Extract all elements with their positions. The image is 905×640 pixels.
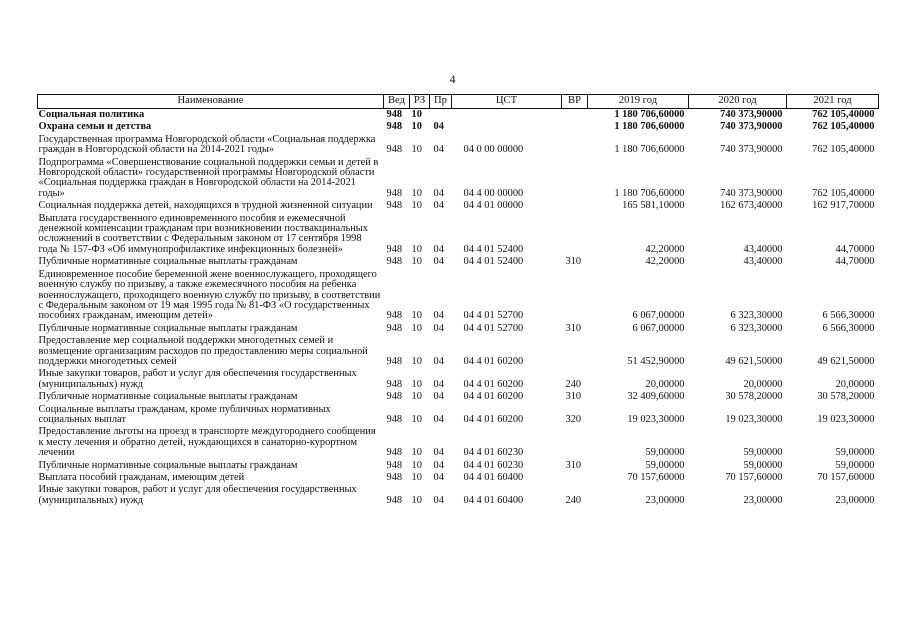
row-name: Иные закупки товаров, работ и услуг для обеспечения государственных (муниципальных) нужд xyxy=(38,484,357,506)
row-2020: 740 373,90000 xyxy=(720,109,783,120)
table-row xyxy=(38,134,879,157)
row-name: Иные закупки товаров, работ и услуг для обеспечения государственных (муниципальных) нужд xyxy=(38,368,357,390)
row-cst: 04 4 00 00000 xyxy=(463,187,524,199)
row-2019: 1 180 706,60000 xyxy=(614,121,685,133)
row-2021: 162 917,70000 xyxy=(812,200,875,212)
row-vr: 310 xyxy=(565,391,582,403)
row-2021: 6 566,30000 xyxy=(822,310,875,322)
row-name: Публичные нормативные социальные выплаты гражданам xyxy=(38,391,298,403)
row-2019: 1 180 706,60000 xyxy=(614,144,685,156)
row-rz: 10 xyxy=(411,494,422,506)
row-rz: 10 xyxy=(411,447,422,459)
table-row xyxy=(38,460,879,472)
header-2020: 2020 год xyxy=(689,95,787,109)
row-ved: 948 xyxy=(386,144,403,156)
header-2021: 2021 год xyxy=(787,95,879,109)
header-ved: Вед xyxy=(384,95,410,109)
row-name: Предоставление льготы на проезд в транспорте междугороднего сообщения к месту лечения и обратно детей, нуждающихся в санаторно-курортном лечении xyxy=(38,426,376,459)
row-name: Охрана семьи и детства xyxy=(38,121,152,133)
row-pr: 04 xyxy=(433,494,444,506)
row-name: Публичные нормативные социальные выплаты гражданам xyxy=(38,256,298,268)
row-2020: 59,00000 xyxy=(743,459,783,471)
row-vr xyxy=(562,121,588,133)
row-vr: 240 xyxy=(565,378,582,390)
row-cst: 04 4 01 60400 xyxy=(463,494,524,506)
row-name: Социальные выплаты гражданам, кроме публичных нормативных социальных выплат xyxy=(38,403,331,425)
row-2019: 165 581,10000 xyxy=(622,200,685,212)
budget-table xyxy=(37,94,879,507)
row-2021: 59,00000 xyxy=(835,459,875,471)
row-2019: 42,20000 xyxy=(645,256,685,268)
row-ved: 948 xyxy=(386,413,403,425)
row-2020: 30 578,20000 xyxy=(725,391,783,403)
row-vr: 310 xyxy=(565,322,582,334)
row-rz: 10 xyxy=(411,256,422,268)
header-pr: Пр xyxy=(430,95,452,109)
row-2020: 740 373,90000 xyxy=(720,144,783,156)
row-2019: 23,00000 xyxy=(645,494,685,506)
row-2019: 19 023,30000 xyxy=(627,413,685,425)
row-2021: 6 566,30000 xyxy=(822,322,875,334)
row-2019: 20,00000 xyxy=(645,378,685,390)
row-name: Государственная программа Новгородской области «Социальная поддержка граждан в Новгородской области на 2014-2021 годы» xyxy=(38,133,376,156)
row-2021: 20,00000 xyxy=(835,378,875,390)
row-ved: 948 xyxy=(386,200,403,212)
row-2019: 1 180 706,60000 xyxy=(614,187,685,199)
table-header xyxy=(38,95,879,109)
header-cst: ЦСТ xyxy=(452,95,562,109)
row-vr: 310 xyxy=(565,256,582,268)
row-vr xyxy=(562,157,588,201)
row-pr: 04 xyxy=(433,256,444,268)
row-2019: 59,00000 xyxy=(645,459,685,471)
row-name: Социальная поддержка детей, находящихся в трудной жизненной ситуации xyxy=(38,200,373,212)
row-ved: 948 xyxy=(386,447,403,459)
row-vr xyxy=(562,109,588,122)
header-rz: РЗ xyxy=(410,95,430,109)
table-row xyxy=(38,109,879,122)
row-pr: 04 xyxy=(433,459,444,471)
row-ved: 948 xyxy=(386,109,403,120)
row-2020: 740 373,90000 xyxy=(720,121,783,133)
row-vr xyxy=(562,472,588,484)
row-rz: 10 xyxy=(411,322,422,334)
row-2021: 19 023,30000 xyxy=(817,413,875,425)
row-cst: 04 4 01 60200 xyxy=(463,391,524,403)
row-pr: 04 xyxy=(433,200,444,212)
row-pr: 04 xyxy=(433,378,444,390)
row-cst: 04 4 01 60200 xyxy=(463,378,524,390)
row-ved: 948 xyxy=(386,310,403,322)
row-cst: 04 4 01 52400 xyxy=(463,243,524,255)
table-row xyxy=(38,200,879,212)
row-name: Выплата государственного единовременного пособия и ежемесячной денежной компенсации гражданам при возникновении поствакцинальных осложнений в соответствии с Федеральным законом от 17 сентября 1998 года № 157-ФЗ «Об иммунопрофилактике инфекционных болезней» xyxy=(38,212,368,255)
row-ved: 948 xyxy=(386,472,403,483)
table-row xyxy=(38,472,879,484)
row-pr: 04 xyxy=(433,310,444,322)
row-pr: 04 xyxy=(433,243,444,255)
row-name: Публичные нормативные социальные выплаты гражданам xyxy=(38,459,298,471)
table-row xyxy=(38,213,879,257)
row-2021: 23,00000 xyxy=(835,494,875,506)
row-2021: 59,00000 xyxy=(835,447,875,459)
row-2021: 49 621,50000 xyxy=(817,355,875,367)
row-cst: 04 4 01 52700 xyxy=(463,310,524,322)
row-2021: 762 105,40000 xyxy=(812,144,875,156)
row-rz: 10 xyxy=(411,472,422,483)
row-rz: 10 xyxy=(411,187,422,199)
row-name: Единовременное пособие беременной жене военнослужащего, проходящего военную службу по призыву, а также ежемесячного пособия на ребенка военнослужащего, проходящего военную службу по призыву, в соответствии с Федеральным законом от 19 мая 1995 года № 81-ФЗ «О государственных пособиях гражданам, имеющим детей» xyxy=(38,268,381,322)
row-pr: 04 xyxy=(433,472,444,483)
row-vr: 310 xyxy=(565,459,582,471)
row-cst xyxy=(452,121,562,133)
row-2021: 70 157,60000 xyxy=(817,472,875,483)
row-cst: 04 4 01 52400 xyxy=(463,256,524,268)
row-name: Выплата пособий гражданам, имеющим детей xyxy=(38,472,245,483)
table-row xyxy=(38,368,879,391)
row-ved: 948 xyxy=(386,494,403,506)
row-2019: 6 067,00000 xyxy=(632,322,685,334)
table-row xyxy=(38,269,879,323)
row-rz: 10 xyxy=(411,200,422,212)
row-2020: 6 323,30000 xyxy=(730,310,783,322)
row-2020: 49 621,50000 xyxy=(725,355,783,367)
row-2020: 70 157,60000 xyxy=(725,472,783,483)
row-2021: 30 578,20000 xyxy=(817,391,875,403)
row-ved: 948 xyxy=(386,391,403,403)
table-row xyxy=(38,256,879,268)
table-row xyxy=(38,121,879,133)
header-name: Наименование xyxy=(38,95,384,109)
table-row xyxy=(38,323,879,335)
row-cst: 04 4 01 60200 xyxy=(463,355,524,367)
row-pr: 04 xyxy=(433,355,444,367)
row-vr xyxy=(562,269,588,323)
row-pr: 04 xyxy=(433,121,444,133)
row-ved: 948 xyxy=(386,378,403,390)
page-number: 4 xyxy=(449,72,456,86)
row-2021: 44,70000 xyxy=(835,243,875,255)
row-2020: 59,00000 xyxy=(743,447,783,459)
row-vr xyxy=(562,200,588,212)
table-row xyxy=(38,426,879,459)
row-vr xyxy=(562,335,588,368)
row-2021: 762 105,40000 xyxy=(812,109,875,120)
row-rz: 10 xyxy=(411,144,422,156)
row-2020: 43,40000 xyxy=(743,256,783,268)
row-name: Предоставление мер социальной поддержки многодетных семей и возмещение организациям расходов по предоставлению меры социальной поддержки многодетных семей xyxy=(38,335,368,367)
header-row xyxy=(38,95,879,109)
row-2020: 162 673,40000 xyxy=(720,200,783,212)
row-2019: 1 180 706,60000 xyxy=(614,109,685,120)
row-ved: 948 xyxy=(386,187,403,199)
row-cst: 04 4 01 60200 xyxy=(463,413,524,425)
table-row xyxy=(38,335,879,368)
row-pr: 04 xyxy=(433,322,444,334)
row-pr: 04 xyxy=(433,447,444,459)
row-rz: 10 xyxy=(411,391,422,403)
row-rz: 10 xyxy=(411,355,422,367)
row-pr: 04 xyxy=(433,413,444,425)
table-body xyxy=(38,109,879,508)
row-ved: 948 xyxy=(386,322,403,334)
row-pr xyxy=(430,109,452,122)
row-name: Подпрограмма «Совершенствование социальной поддержки семьи и детей в Новгородской области» государственной программы Новгородской области «Социальная поддержка граждан в Новгородской области на 2014-2021 годы» xyxy=(38,156,379,199)
table-row xyxy=(38,404,879,427)
row-cst xyxy=(452,109,562,122)
row-2020: 23,00000 xyxy=(743,494,783,506)
row-2020: 740 373,90000 xyxy=(720,187,783,199)
row-2019: 32 409,60000 xyxy=(627,391,685,403)
header-2019: 2019 год xyxy=(588,95,689,109)
row-pr: 04 xyxy=(433,187,444,199)
row-rz: 10 xyxy=(411,109,422,120)
row-ved: 948 xyxy=(386,459,403,471)
row-rz: 10 xyxy=(411,459,422,471)
row-2019: 70 157,60000 xyxy=(627,472,685,483)
row-cst: 04 4 01 60230 xyxy=(463,459,524,471)
table-row xyxy=(38,157,879,201)
row-ved: 948 xyxy=(386,256,403,268)
row-vr xyxy=(562,213,588,257)
header-vr: ВР xyxy=(562,95,588,109)
row-2021: 762 105,40000 xyxy=(812,187,875,199)
row-2020: 43,40000 xyxy=(743,243,783,255)
row-2019: 6 067,00000 xyxy=(632,310,685,322)
row-vr: 320 xyxy=(565,413,582,425)
table-row xyxy=(38,391,879,403)
row-rz: 10 xyxy=(411,413,422,425)
row-vr xyxy=(562,134,588,157)
row-rz: 10 xyxy=(411,243,422,255)
row-cst: 04 4 01 60230 xyxy=(463,447,524,459)
row-ved: 948 xyxy=(386,121,403,133)
row-2020: 6 323,30000 xyxy=(730,322,783,334)
row-2021: 44,70000 xyxy=(835,256,875,268)
row-cst: 04 4 01 52700 xyxy=(463,322,524,334)
row-vr xyxy=(562,426,588,459)
row-pr: 04 xyxy=(433,144,444,156)
table-row xyxy=(38,484,879,507)
row-name: Социальная политика xyxy=(38,109,145,120)
row-pr: 04 xyxy=(433,391,444,403)
row-name: Публичные нормативные социальные выплаты гражданам xyxy=(38,322,298,334)
row-vr: 240 xyxy=(565,494,582,506)
row-2019: 59,00000 xyxy=(645,447,685,459)
row-rz: 10 xyxy=(411,310,422,322)
row-rz: 10 xyxy=(411,378,422,390)
row-cst: 04 4 01 60400 xyxy=(463,472,524,483)
row-rz: 10 xyxy=(411,121,422,133)
row-2019: 51 452,90000 xyxy=(627,355,685,367)
row-cst: 04 4 01 00000 xyxy=(463,200,524,212)
row-ved: 948 xyxy=(386,355,403,367)
row-2021: 762 105,40000 xyxy=(812,121,875,133)
row-2020: 20,00000 xyxy=(743,378,783,390)
row-2020: 19 023,30000 xyxy=(725,413,783,425)
row-ved: 948 xyxy=(386,243,403,255)
row-cst: 04 0 00 00000 xyxy=(463,144,524,156)
row-2019: 42,20000 xyxy=(645,243,685,255)
